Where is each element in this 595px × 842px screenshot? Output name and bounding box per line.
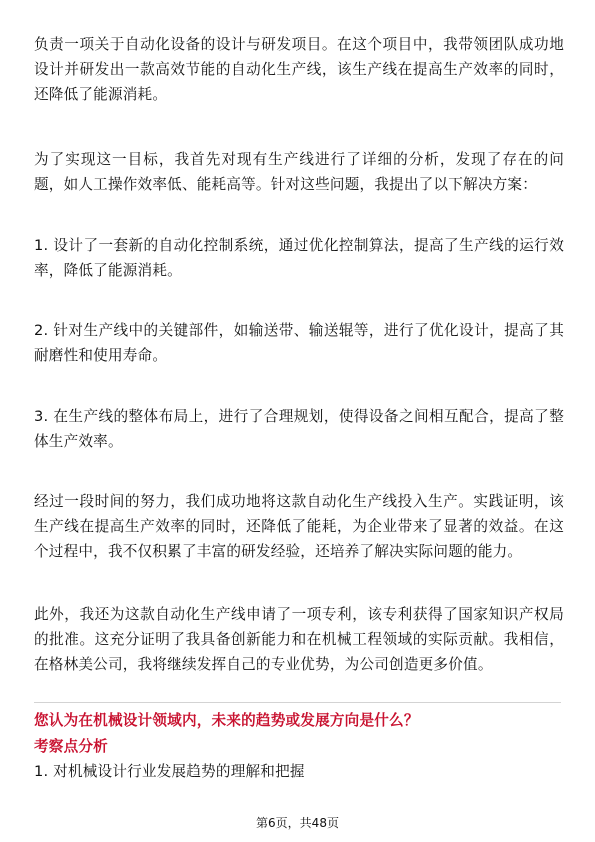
body-paragraph-result: 经过一段时间的努力，我们成功地将这款自动化生产线投入生产。实践证明，该生产线在提高生产效率的同时，还降低了能耗，为企业带来了显著的效益。在这个过程中，我不仅积累了丰富的研发经验，还培养了解决实际问题的能力。 — [34, 493, 564, 560]
body-paragraph-patent: 此外，我还为这款自动化生产线申请了一项专利，该专利获得了国家知识产权局的批准。这充分证明了我具备创新能力和在机械工程领域的实际贡献。我相信，在格林美公司，我将继续发挥自己的专业优势，为公司创造更多价值。 — [34, 606, 564, 673]
page-number-footer: 第6页，共48页 — [256, 816, 339, 830]
body-paragraph-project-intro: 负责一项关于自动化设备的设计与研发项目。在这个项目中，我带领团队成功地设计并研发出一款高效节能的自动化生产线，该生产线在提高生产效率的同时，还降低了能源消耗。 — [34, 36, 564, 103]
question-title: 您认为在机械设计领域内，未来的趋势或发展方向是什么？ — [34, 712, 419, 729]
body-paragraph-solution-1: 1. 设计了一套新的自动化控制系统，通过优化控制算法，提高了生产线的运行效率，降低了能源消耗。 — [34, 237, 564, 279]
body-paragraph-solution-2: 2. 针对生产线中的关键部件，如输送带、输送辊等，进行了优化设计，提高了其耐磨性和使用寿命。 — [34, 322, 564, 364]
body-paragraph-analysis: 为了实现这一目标，我首先对现有生产线进行了详细的分析，发现了存在的问题，如人工操作效率低、能耗高等。针对这些问题，我提出了以下解决方案： — [34, 151, 564, 193]
analysis-point: 1. 对机械设计行业发展趋势的理解和把握 — [34, 763, 305, 780]
analysis-heading: 考察点分析 — [34, 738, 108, 755]
section-divider — [34, 702, 561, 703]
body-paragraph-solution-3: 3. 在生产线的整体布局上，进行了合理规划，使得设备之间相互配合，提高了整体生产效率。 — [34, 408, 564, 450]
